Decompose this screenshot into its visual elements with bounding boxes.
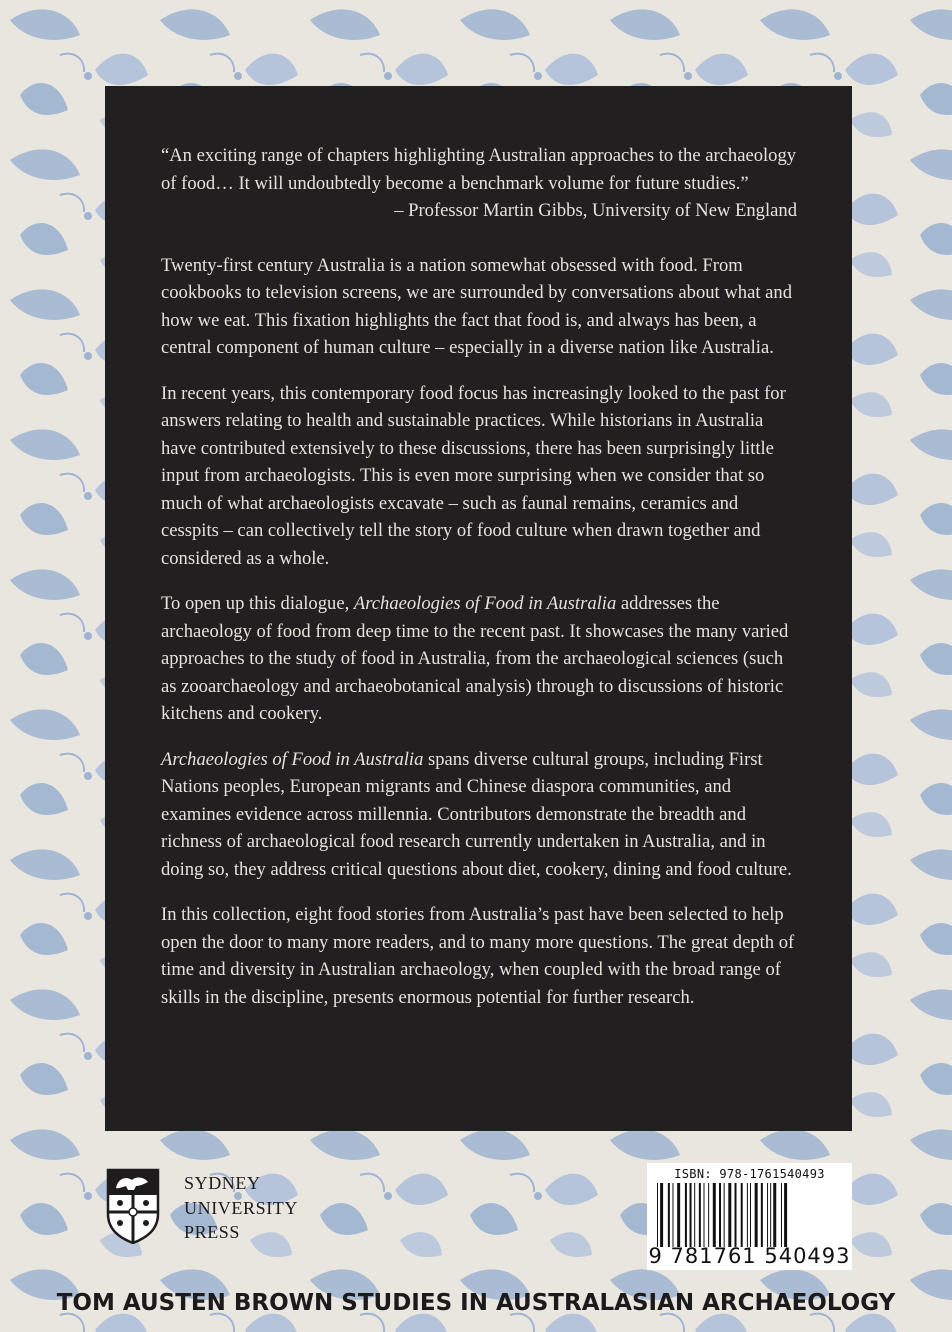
isbn-barcode bbox=[647, 1163, 852, 1270]
barcode-bar bbox=[741, 1183, 743, 1247]
barcode-bar bbox=[784, 1183, 787, 1247]
blurb-paragraph-5: In this collection, eight food stories from Australia’s past have been selected to help open the door to many more readers, and to many more questions. The great depth of time and diversity in Australian archaeology, when coupled with the broad range of skills in the discipline, presents enormous potential for further research. bbox=[161, 904, 795, 1008]
barcode-bar bbox=[755, 1183, 758, 1247]
blurb-panel bbox=[105, 86, 852, 1131]
barcode-bar bbox=[773, 1183, 776, 1247]
blurb-paragraph-2: In recent years, this contemporary food focus has increasingly looked to the past for answers relating to health and sustainable practices. While historians in Australia have contributed extensively to these discussions, there has been surprisingly little input from archaeologists. This is even more surprising when we consider that so much of what archaeologists excavate – such as faunal remains, ceramics and cesspits – can collectively tell the story of food culture when drawn together and considered as a whole. bbox=[161, 382, 786, 569]
p3-rest: addresses the archaeology of food from deep time to the recent past. It showcases the many varied approaches to the study of food in Australia, from the archaeological sciences (such as zooarchaeology and archaeobotanical analysis) through to discussions of historic kitchens and cookery. bbox=[161, 593, 789, 724]
publisher-logo bbox=[106, 1168, 336, 1248]
publisher-line-3: PRESS bbox=[184, 1222, 241, 1242]
barcode-bar bbox=[660, 1183, 663, 1247]
barcode-bar bbox=[708, 1183, 709, 1247]
barcode-bar bbox=[735, 1183, 737, 1247]
barcode-bars bbox=[655, 1183, 845, 1247]
endorsement-quote: “An exciting range of chapters highlighting Australian approaches to the archaeology of food… It will undoubtedly become a benchmark volume for future studies.” bbox=[161, 145, 797, 194]
barcode-bar bbox=[770, 1183, 771, 1247]
barcode-bar bbox=[699, 1183, 701, 1247]
barcode-digits: 9 781761 540493 bbox=[648, 1244, 851, 1268]
barcode-bar bbox=[767, 1183, 768, 1247]
barcode-bar bbox=[713, 1183, 716, 1247]
barcode-bar bbox=[657, 1183, 658, 1247]
series-title: TOM AUSTEN BROWN STUDIES IN AUSTRALASIAN ARCHAEOLOGY bbox=[56, 1290, 896, 1316]
barcode-bar bbox=[685, 1183, 687, 1247]
endorsement-attribution: – Professor Martin Gibbs, University of New England bbox=[394, 200, 797, 221]
barcode-bar bbox=[694, 1183, 695, 1247]
p4-rest: spans diverse cultural groups, including First Nations peoples, European migrants and Chinese diaspora communities, and examines evidence across millennia. Contributors demonstrate the breadth and richness of archaeological food research currently undertaken in Australia, and in doing so, they address critical questions about diet, cookery, dining and food culture. bbox=[161, 748, 792, 880]
barcode-bar bbox=[690, 1183, 692, 1247]
publisher-line-1: SYDNEY bbox=[184, 1173, 261, 1193]
barcode-bar bbox=[719, 1183, 721, 1247]
barcode-bar bbox=[677, 1183, 680, 1247]
blurb-paragraph-3 bbox=[161, 590, 797, 728]
isbn-label: ISBN: 978-1761540493 bbox=[674, 1167, 825, 1181]
crest-icon bbox=[106, 1168, 160, 1244]
barcode-bar bbox=[704, 1183, 705, 1247]
p3-lead: To open up this dialogue, bbox=[161, 593, 354, 614]
publisher-name bbox=[184, 1171, 298, 1245]
publisher-line-2: UNIVERSITY bbox=[184, 1197, 298, 1218]
barcode-bar bbox=[728, 1183, 731, 1247]
barcode-bar bbox=[761, 1183, 763, 1247]
barcode-bar bbox=[747, 1183, 748, 1247]
blurb-paragraph-4 bbox=[161, 746, 797, 884]
book-title: Archaeologies of Food in Australia bbox=[161, 748, 424, 770]
barcode-bar bbox=[673, 1183, 674, 1247]
barcode-bar bbox=[781, 1183, 782, 1247]
barcode-bar bbox=[724, 1183, 725, 1247]
barcode-bar bbox=[750, 1183, 751, 1247]
book-title: Archaeologies of Food in Australia bbox=[353, 593, 617, 614]
blurb-paragraph-1: Twenty-first century Australia is a nation somewhat obsessed with food. From cookbooks to television screens, we are surrounded by conversations about what and how we eat. This fixation highlights the fact that food is, and always has been, a central component of human culture – especially in a diverse nation like Australia. bbox=[161, 254, 792, 358]
barcode-bar bbox=[668, 1183, 670, 1247]
